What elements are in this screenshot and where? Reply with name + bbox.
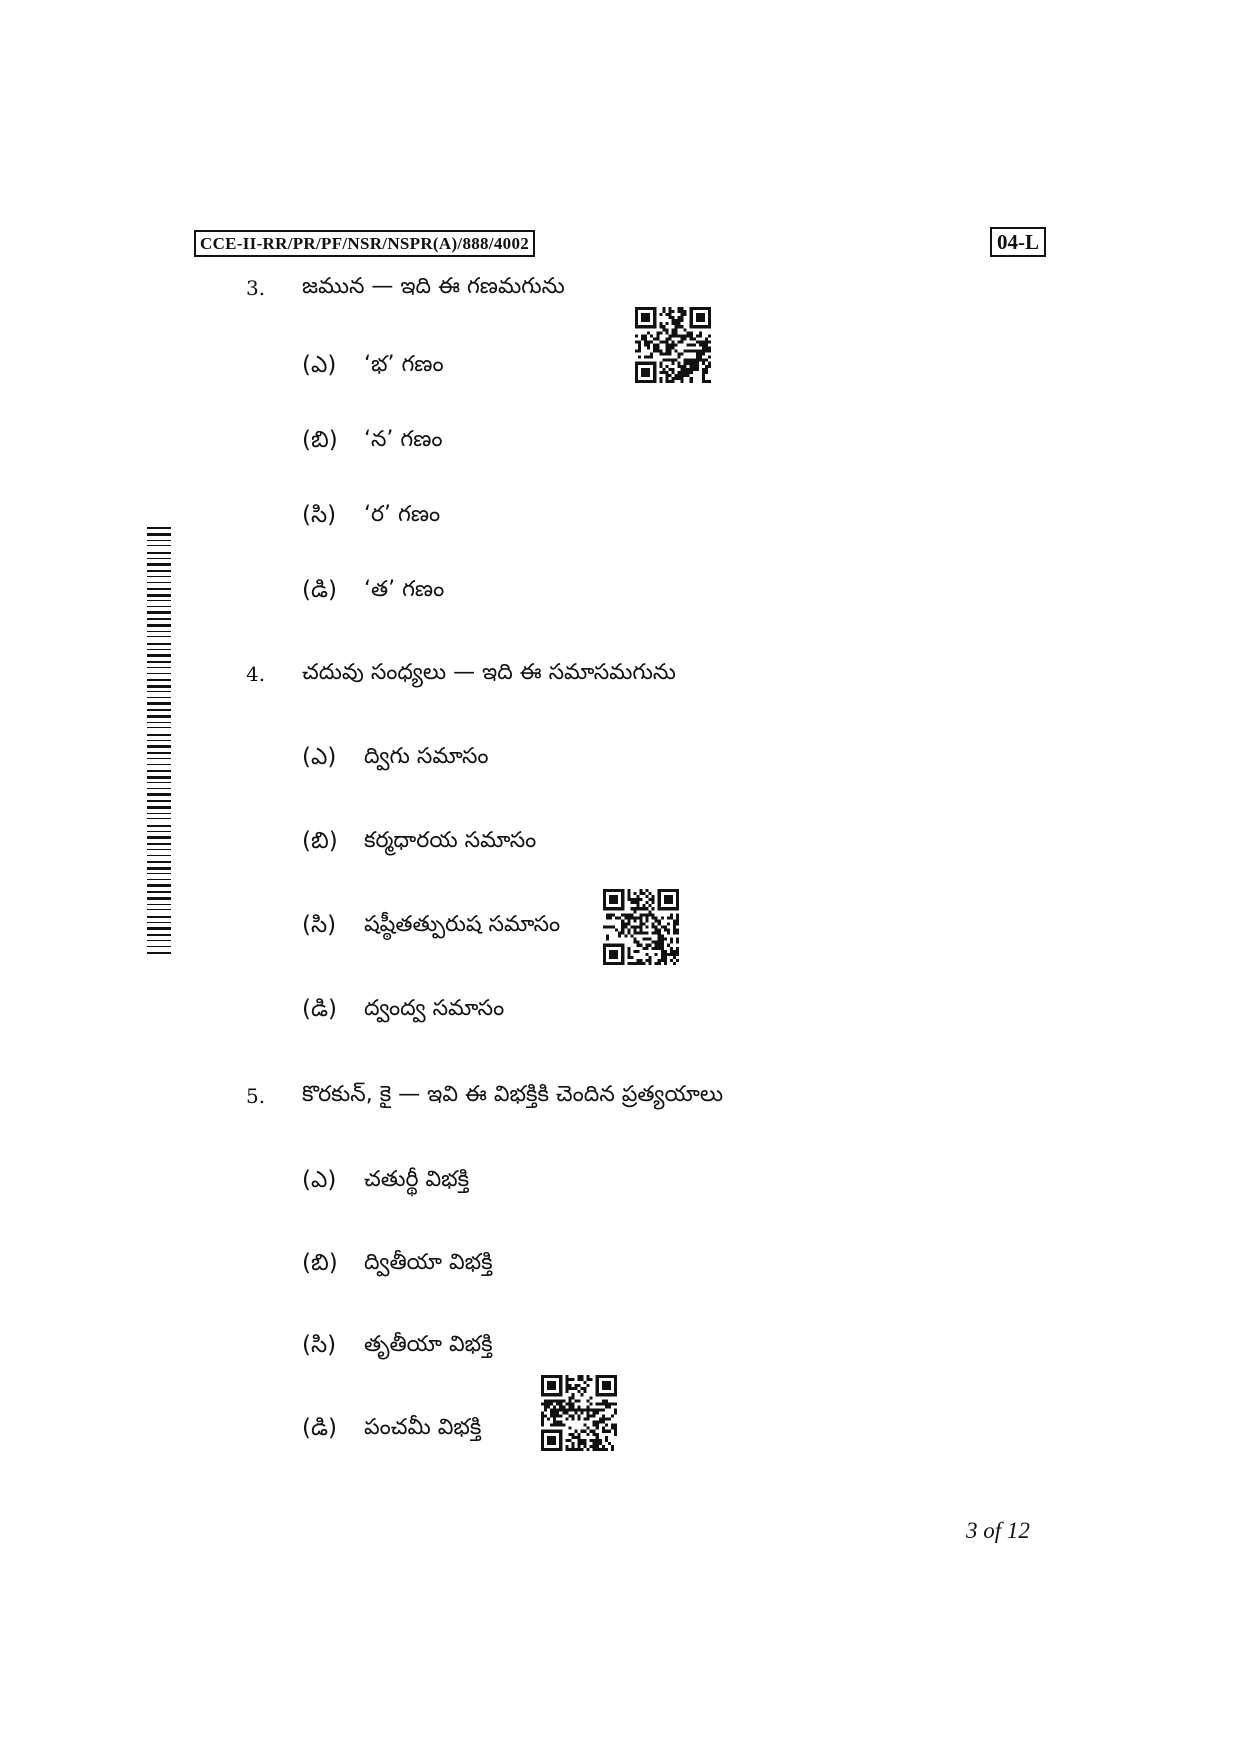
option-a (302, 1165, 469, 1195)
option-text: పంచమీ విభక్తి (364, 1415, 482, 1440)
option-b (302, 826, 536, 856)
option-label: (బి) (302, 1250, 338, 1276)
paper-code-badge: 04-L (990, 227, 1046, 257)
qr-code-icon (541, 1375, 617, 1451)
option-text: ‘ర’ గణం (364, 502, 441, 527)
option-text: ‘న’ గణం (364, 427, 443, 452)
option-label: (ఎ) (302, 1167, 337, 1193)
option-label: (ఎ) (302, 352, 337, 378)
option-text: ద్వంద్వ సమాసం (364, 996, 505, 1021)
page-number: 3 of 12 (966, 1518, 1030, 1543)
question-text: కొరకున్, కై — ఇవి ఈ విభక్తికి చెందిన ప్రత్యయాలు (302, 1082, 724, 1107)
option-b (302, 425, 443, 455)
option-text: ‘త’ గణం (364, 577, 445, 602)
question-number: 4. (246, 662, 266, 686)
option-label: (బి) (302, 828, 338, 854)
option-label: (ఎ) (302, 744, 337, 770)
option-a (302, 742, 489, 772)
option-d (302, 575, 444, 605)
qr-code-icon (635, 307, 711, 383)
barcode-icon (147, 527, 171, 955)
option-label: (డి) (302, 577, 337, 603)
option-text: ద్విగు సమాసం (364, 744, 489, 769)
question-text: చదువు సంధ్యలు — ఇది ఈ సమాసమగును (302, 660, 676, 685)
option-label: (డి) (302, 1415, 337, 1441)
option-a (302, 350, 444, 380)
option-text: ద్వితీయా విభక్తి (364, 1250, 493, 1275)
qr-code-icon (603, 889, 679, 965)
option-label: (బి) (302, 427, 338, 453)
option-c (302, 1330, 493, 1360)
question-paper-code: CCE-II-RR/PR/PF/NSR/NSPR(A)/888/4002 (194, 230, 535, 257)
option-text: తృతీయా విభక్తి (364, 1332, 493, 1357)
option-d (302, 994, 504, 1024)
option-text: షష్ఠీతత్పురుష సమాసం (364, 912, 561, 937)
option-label: (డి) (302, 996, 337, 1022)
option-label: (సి) (302, 1332, 337, 1358)
question-number: 3. (246, 276, 266, 300)
option-c (302, 500, 440, 530)
option-text: కర్మధారయ సమాసం (364, 828, 537, 853)
question-text: జమున — ఇది ఈ గణమగును (302, 274, 565, 299)
option-c (302, 910, 560, 940)
option-label: (సి) (302, 912, 337, 938)
question-number: 5. (246, 1084, 266, 1108)
option-b (302, 1248, 493, 1278)
option-d (302, 1413, 481, 1443)
option-text: ‘భ’ గణం (364, 352, 444, 377)
option-label: (సి) (302, 502, 337, 528)
option-text: చతుర్థీ విభక్తి (364, 1167, 470, 1192)
